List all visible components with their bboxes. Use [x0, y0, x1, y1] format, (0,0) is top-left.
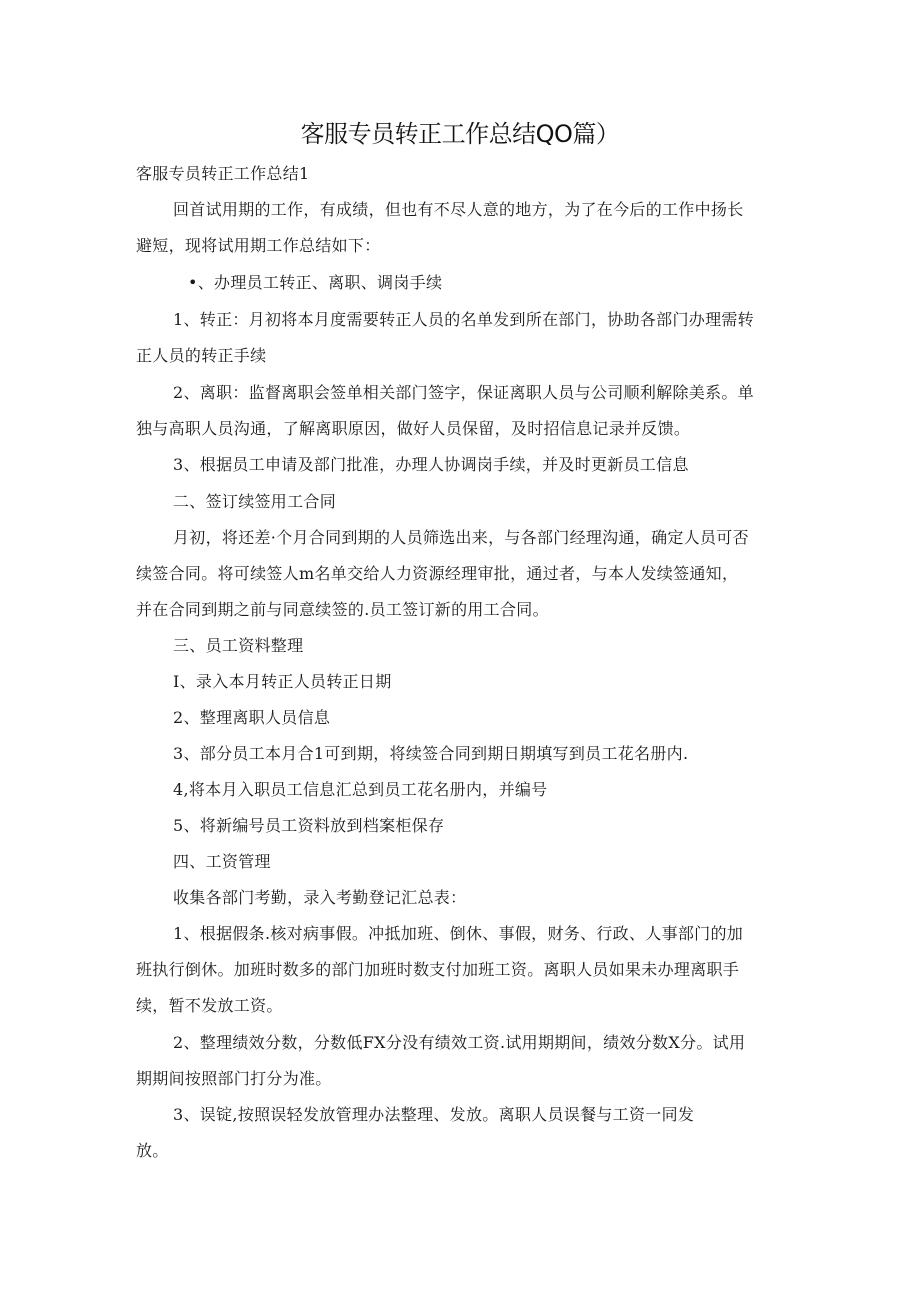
paragraph-line: 3、部分员工本月合1可到期，将续签合同到期日期填写到员工花名册内. — [173, 744, 689, 763]
paragraph-line: 独与高职人员沟通，了解离职原因，做好人员保留，及时招信息记录并反馈。 — [136, 419, 691, 438]
paragraph-line: 2、离职：监督离职会签单相关部门签字，保证离职人员与公司顺利解除美系。单 — [173, 383, 754, 402]
paragraph-line: 1、转正：月初将本月度需要转正人员的名单发到所在部门，协助各部门办理需转 — [173, 310, 754, 329]
document-subtitle: 客服专员转正工作总结1 — [136, 164, 310, 183]
paragraph-line: 放。 — [136, 1141, 169, 1160]
paragraph-line: I、录入本月转正人员转正日期 — [173, 672, 392, 691]
paragraph-line: 1、根据假条.核对病事假。冲抵加班、倒休、事假，财务、行政、人事部门的加 — [173, 924, 744, 943]
paragraph-line: 回首试用期的工作，有成绩，但也有不尽人意的地方，为了在今后的工作中扬长 — [173, 200, 744, 219]
paragraph-line: 5、将新编号员工资料放到档案柜保存 — [173, 816, 445, 835]
paragraph-line: 避短，现将试用期工作总结如下： — [136, 236, 381, 255]
section-heading: 四、工资管理 — [173, 852, 271, 871]
section-heading: •、办理员工转正、离职、调岗手续 — [188, 273, 443, 292]
paragraph-line: 正人员的转正手续 — [136, 346, 267, 365]
paragraph-line: 并在合同到期之前与同意续签的.员工签订新的用工合同。 — [136, 600, 549, 619]
paragraph-line: 收集各部门考勤，录入考勤登记汇总表： — [173, 888, 467, 907]
paragraph-line: 3、误锭,按照误轻发放管理办法整理、发放。离职人员误餐与工资一同发 — [173, 1105, 695, 1124]
paragraph-line: 4,将本月入职员工信息汇总到员工花名册内，并编号 — [173, 780, 548, 799]
section-heading: 二、签订续签用工合同 — [173, 492, 337, 511]
paragraph-line: 3、根据员工申请及部门批准，办理人协调岗手续，并及时更新员工信息 — [173, 455, 689, 474]
paragraph-line: 续，暂不发放工资。 — [136, 996, 283, 1015]
paragraph-line: 班执行倒休。加班时数多的部门加班时数支付加班工资。离职人员如果未办理离职手 — [136, 960, 740, 979]
paragraph-line: 续签合同。将可续签人m名单交给人力资源经理审批，通过者，与本人发续签通知， — [136, 564, 739, 583]
document-title: 客服专员转正工作总结QO篇） — [300, 120, 620, 148]
paragraph-line: 月初，将还差·个月合同到期的人员筛选出来，与各部门经理沟通，确定人员可否 — [173, 528, 749, 547]
section-heading: 三、员工资料整理 — [173, 636, 304, 655]
paragraph-line: 2、整理绩效分数，分数低FX分没有绩效工资.试用期期间，绩效分数X分。试用 — [173, 1033, 746, 1052]
paragraph-line: 2、整理离职人员信息 — [173, 708, 331, 727]
paragraph-line: 期期间按照部门打分为准。 — [136, 1069, 332, 1088]
